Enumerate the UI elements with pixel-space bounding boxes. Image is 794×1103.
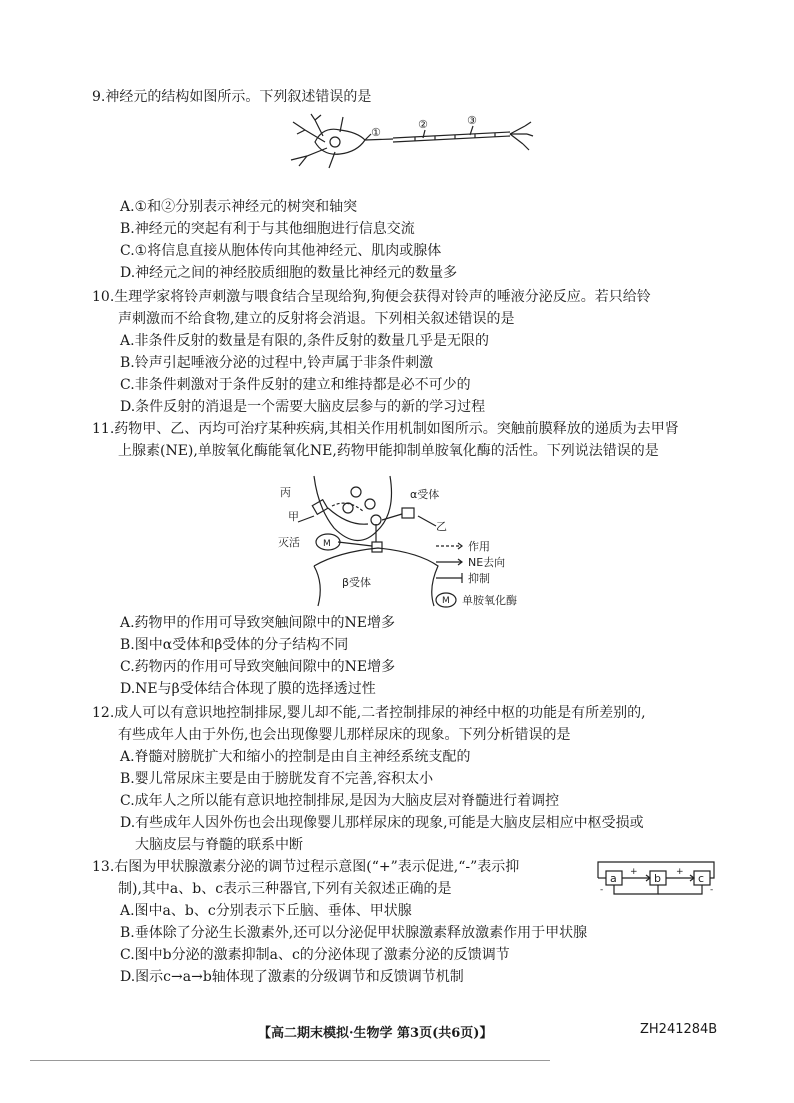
- q13-option-a[interactable]: A.图中a、b、c分别表示下丘脑、垂体、甲状腺: [120, 903, 412, 919]
- q13-option-c[interactable]: C.图中b分泌的激素抑制a、c的分泌体现了激素分泌的反馈调节: [120, 947, 510, 963]
- footer-title: 【高二期末模拟·生物学 第3页(共6页)】: [258, 1026, 493, 1041]
- legend-ne-flow: NE去向: [468, 556, 506, 569]
- label-yi: 乙: [436, 520, 447, 533]
- legend-inhibit: 抑制: [468, 572, 490, 585]
- label-jia: 甲: [288, 510, 299, 523]
- box-b: b: [654, 872, 661, 885]
- question-12-stem-cont: 有些成年人由于外伤,也会出现像婴儿那样尿床的现象。下列分析错误的是: [118, 727, 571, 743]
- question-13-options: [92, 900, 722, 988]
- question-9-stem: 9.神经元的结构如图所示。下列叙述错误的是: [92, 89, 372, 105]
- q9-option-d[interactable]: D.神经元之间的神经胶质细胞的数量比神经元的数量多: [120, 265, 458, 281]
- label-alpha-receptor: α受体: [410, 488, 440, 501]
- question-10-stem: 10.生理学家将铃声刺激与喂食结合呈现给狗,狗便会获得对铃声的唾液分泌反应。若只给铃: [92, 289, 651, 305]
- question-11-stem-cont: 上腺素(NE),单胺氧化酶能氧化NE,药物甲能抑制单胺氧化酶的活性。下列说法错误的是: [118, 443, 659, 459]
- question-11-stem: 11.药物甲、乙、丙均可治疗某种疾病,其相关作用机制如图所示。突触前膜释放的递质为去甲肾: [92, 421, 679, 437]
- label-m-enzyme: M: [323, 539, 331, 549]
- footer-code: ZH241284B: [640, 1022, 718, 1037]
- thyroid-figure: [596, 856, 722, 902]
- neuron-label-3: ③: [467, 114, 477, 127]
- sign-4: -: [710, 885, 714, 895]
- q10-option-b[interactable]: B.铃声引起唾液分泌的过程中,铃声属于非条件刺激: [120, 355, 434, 371]
- synapse-diagram: [278, 468, 578, 608]
- q10-option-a[interactable]: A.非条件反射的数量是有限的,条件反射的数量几乎是无限的: [120, 333, 490, 349]
- q10-option-c[interactable]: C.非条件刺激对于条件反射的建立和维持都是必不可少的: [120, 377, 471, 393]
- q11-option-b[interactable]: B.图中α受体和β受体的分子结构不同: [120, 637, 349, 653]
- label-bing: 丙: [280, 486, 291, 499]
- question-11-options: [92, 612, 722, 700]
- question-13-stem-cont: 制),其中a、b、c表示三种器官,下列有关叙述正确的是: [118, 881, 452, 897]
- question-12: [92, 702, 722, 856]
- box-a: a: [610, 872, 617, 885]
- q9-option-b[interactable]: B.神经元的突起有利于与其他细胞进行信息交流: [120, 221, 415, 237]
- neuron-label-1: ①: [371, 126, 381, 139]
- q12-option-b[interactable]: B.婴儿常尿床主要是由于膀胱发育不完善,容积太小: [120, 771, 434, 787]
- q11-option-a[interactable]: A.药物甲的作用可导致突触间隙中的NE增多: [120, 615, 396, 631]
- q9-option-a[interactable]: A.①和②分别表示神经元的树突和轴突: [120, 199, 358, 215]
- question-10-stem-cont: 声刺激而不给食物,建立的反射将会消退。下列相关叙述错误的是: [118, 311, 515, 327]
- question-13: [92, 856, 612, 900]
- thyroid-diagram: [596, 856, 722, 898]
- legend-mao: 单胺氧化酶: [462, 594, 517, 607]
- q12-option-c[interactable]: C.成年人之所以能有意识地控制排尿,是因为大脑皮层对脊髓进行着调控: [120, 793, 560, 809]
- q9-option-c[interactable]: C.①将信息直接从胞体传向其他神经元、肌肉或腺体: [120, 243, 442, 259]
- question-9: [92, 86, 722, 108]
- sign-2: +: [676, 867, 684, 877]
- neuron-diagram: [285, 112, 535, 172]
- sign-3: -: [600, 885, 604, 895]
- label-miehuo: 灭活: [278, 536, 300, 549]
- question-12-stem: 12.成人可以有意识地控制排尿,婴儿却不能,二者控制排尿的神经中枢的功能是有所差别的,: [92, 705, 646, 721]
- question-10: [92, 286, 722, 418]
- q13-option-b[interactable]: B.垂体除了分泌生长激素外,还可以分泌促甲状腺激素释放激素作用于甲状腺: [120, 925, 588, 941]
- q12-option-d-cont: 大脑皮层与脊髓的联系中断: [135, 837, 303, 853]
- box-c: c: [698, 872, 705, 885]
- neuron-figure: [285, 112, 535, 176]
- synapse-figure: [278, 468, 578, 612]
- q12-option-d[interactable]: D.有些成年人因外伤也会出现像婴儿那样尿床的现象,可能是大脑皮层相应中枢受损或: [120, 815, 644, 831]
- legend-m-symbol: M: [442, 596, 450, 606]
- question-9-options: [92, 196, 722, 284]
- question-13-stem: 13.右图为甲状腺激素分泌的调节过程示意图(“+”表示促进,“-”表示抑: [92, 859, 520, 875]
- sign-1: +: [630, 867, 638, 877]
- neuron-label-2: ②: [418, 118, 428, 131]
- legend-action: 作用: [468, 540, 490, 553]
- bottom-rule: [30, 1060, 550, 1061]
- label-beta-receptor: β受体: [342, 576, 372, 589]
- q11-option-c[interactable]: C.药物丙的作用可导致突触间隙中的NE增多: [120, 659, 396, 675]
- q13-option-d[interactable]: D.图示c→a→b轴体现了激素的分级调节和反馈调节机制: [120, 969, 464, 985]
- q12-option-a[interactable]: A.脊髓对膀胱扩大和缩小的控制是由自主神经系统支配的: [120, 749, 471, 765]
- q10-option-d[interactable]: D.条件反射的消退是一个需要大脑皮层参与的新的学习过程: [120, 399, 486, 415]
- q11-option-d[interactable]: D.NE与β受体结合体现了膜的选择透过性: [120, 681, 376, 697]
- question-11: [92, 418, 722, 462]
